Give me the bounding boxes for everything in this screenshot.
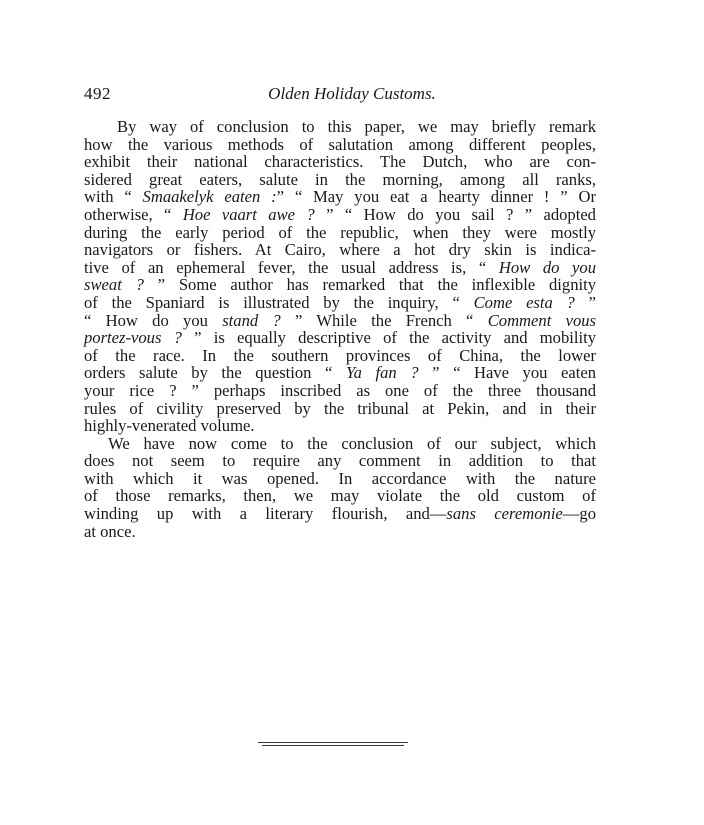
text-line: does not seem to require any comment in addition to that	[84, 451, 596, 471]
foreign-phrase: sans ceremonie	[446, 504, 563, 524]
text-line: portez-vous ? ” is equally descriptive of the activity and mobility	[84, 328, 597, 348]
text-line: how the various methods of salutation among different peoples,	[84, 134, 596, 154]
text-line: sweat ? ” Some author has remarked that the inflexible dignity	[84, 275, 597, 295]
paragraph-2	[84, 435, 596, 541]
text-line: “ How do you stand ? ” While the French “ Comment vous	[84, 310, 596, 330]
page-number: 492	[84, 84, 111, 103]
text-line: sidered great eaters, salute in the morning, among all ranks,	[84, 169, 596, 189]
text-line: navigators or fishers. At Cairo, where a hot dry skin is indica-	[84, 240, 596, 260]
foreign-phrase: Ya fan ?	[345, 363, 419, 383]
text-line: with which it was opened. In accordance with the nature	[84, 468, 596, 488]
foreign-phrase: How do you	[498, 257, 596, 277]
text-line: winding up with a literary flourish, and—sans ceremonie—go	[84, 504, 596, 524]
body-text	[84, 118, 596, 540]
foreign-phrase: Comment vous	[487, 310, 596, 330]
text-line: tive of an ephemeral fever, the usual address is, “ How do you	[84, 257, 596, 277]
text-line: By way of conclusion to this paper, we may briefly remark	[117, 117, 596, 136]
text-line: during the early period of the republic, when they were mostly	[84, 222, 596, 242]
foreign-phrase: portez-vous ?	[84, 328, 182, 348]
text-line: with “ Smaakelyk eaten :” “ May you eat a hearty dinner ! ” Or	[84, 187, 597, 207]
foreign-phrase: sweat ?	[84, 275, 144, 295]
emphasis: stand ?	[222, 310, 281, 330]
text-line: exhibit their national characteristics. The Dutch, who are con-	[84, 152, 596, 172]
running-title: Olden Holiday Customs.	[268, 84, 436, 103]
text-line: otherwise, “ Hoe vaart awe ? ” “ How do you sail ? ” adopted	[84, 204, 596, 224]
text-line: highly-venerated volume.	[84, 416, 255, 436]
foreign-phrase: Hoe vaart awe ?	[182, 204, 315, 224]
text-line: We have now come to the conclusion of our subject, which	[108, 433, 596, 453]
foreign-phrase: Smaakelyk eaten :	[142, 187, 277, 207]
foreign-phrase: Come esta ?	[473, 292, 575, 312]
text-line: your rice ? ” perhaps inscribed as one of the three thousand	[84, 380, 596, 400]
text-line: rules of civility preserved by the tribunal at Pekin, and in their	[84, 398, 596, 418]
text-line: of the Spaniard is illustrated by the inquiry, “ Come esta ? ”	[84, 292, 596, 312]
text-line: of the race. In the southern provinces of China, the lower	[84, 345, 596, 365]
end-rule	[262, 745, 404, 746]
paragraph-1	[84, 118, 596, 435]
running-head	[84, 84, 600, 106]
text-line: of those remarks, then, we may violate the old custom of	[84, 486, 596, 506]
text-line: orders salute by the question “ Ya fan ? ” “ Have you eaten	[84, 363, 596, 383]
end-rule	[258, 742, 408, 743]
text-line: at once.	[84, 521, 136, 541]
